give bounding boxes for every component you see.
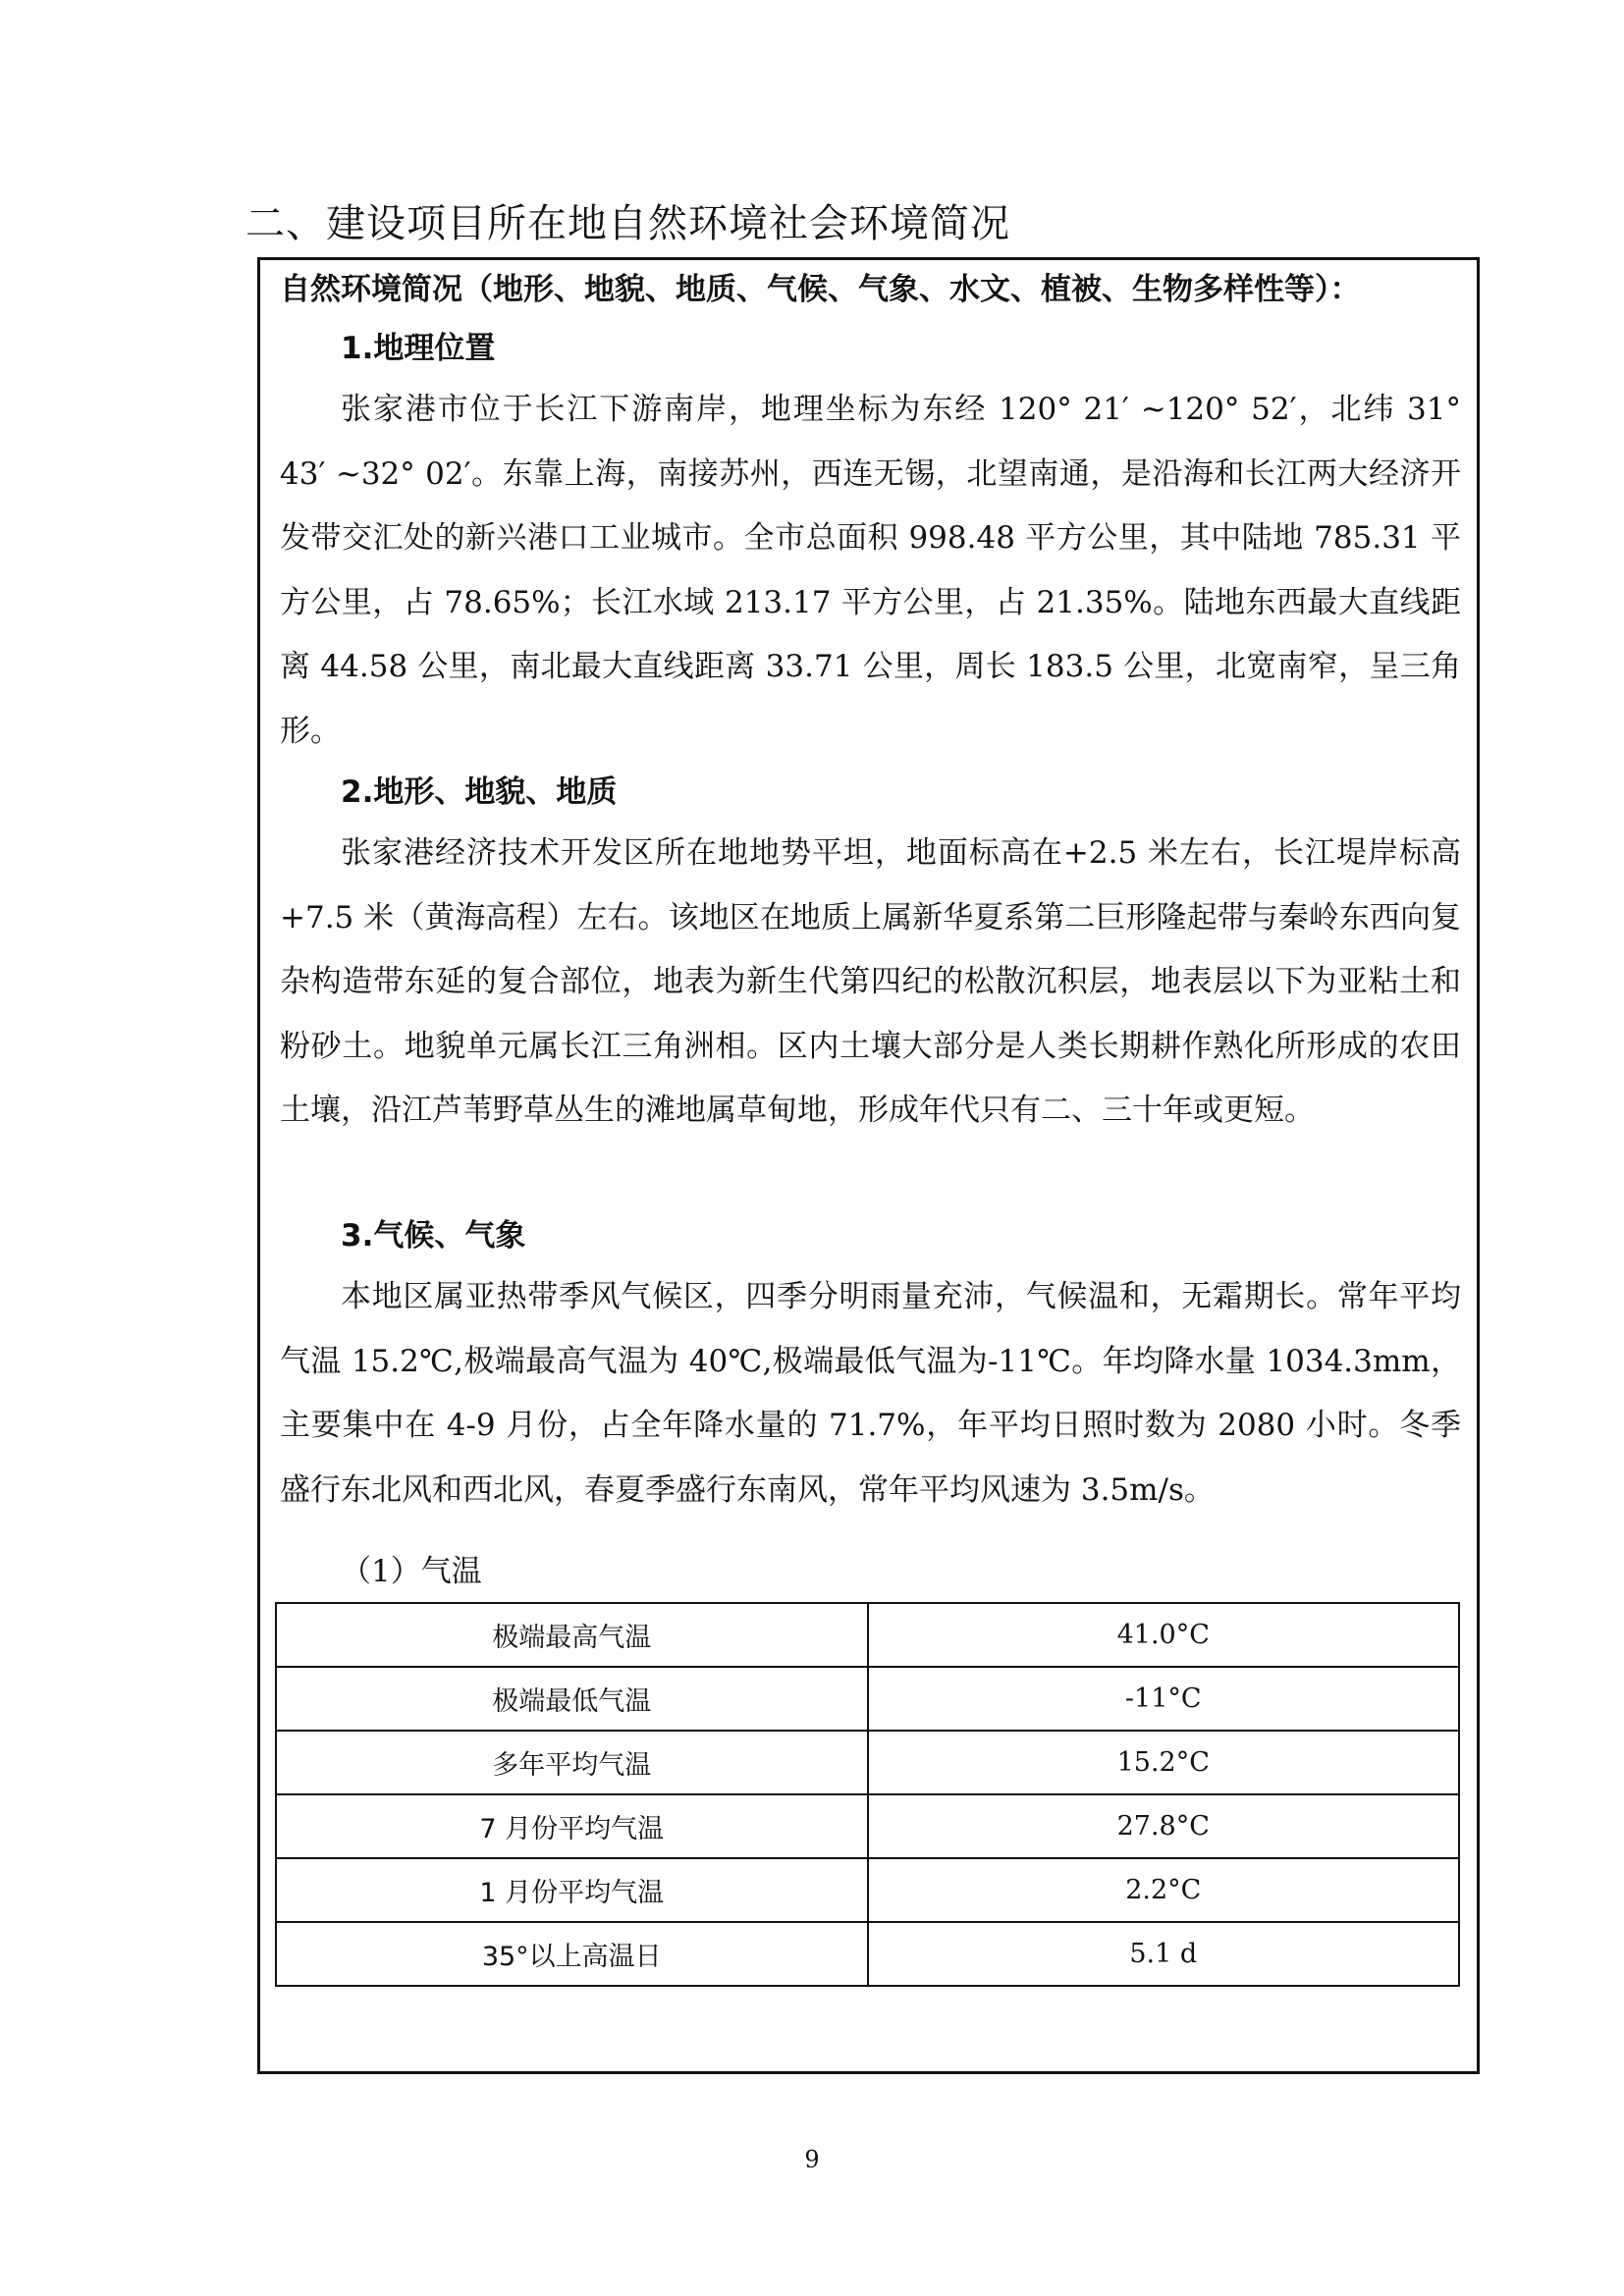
section-climate-weather xyxy=(280,1206,1461,1522)
section-terrain-geology xyxy=(280,763,1461,1144)
section-body: 本地区属亚热带季风气候区，四季分明雨量充沛，气候温和，无霜期长。常年平均气温 15.2℃,极端最高气温为 40℃,极端最低气温为-11℃。年均降水量 1034.3mm，主要集中在 4-9 月份，占全年降水量的 71.7%，年平均日照时数为 2080 小时。冬季盛行东北风和西北风，春夏季盛行东南风，常年平均风速为 3.5m/s。 xyxy=(280,1279,1461,1508)
row-label: 35°以上高温日 xyxy=(276,1922,868,1986)
natural-environment-subtitle: 自然环境简况（地形、地貌、地质、气候、气象、水文、植被、生物多样性等）： xyxy=(280,272,1361,307)
row-value: 5.1 d xyxy=(868,1922,1460,1986)
section-body: 张家港经济技术开发区所在地地势平坦，地面标高在+2.5 米左右，长江堤岸标高+7.5 米（黄海高程）左右。该地区在地质上属新华夏系第二巨形隆起带与秦岭东西向复杂构造带东延的复合部位，地表为新生代第四纪的松散沉积层，地表层以下为亚粘土和粉砂土。地貌单元属长江三角洲相。区内土壤大部分是人类长期耕作熟化所形成的农田土壤，沿江芦苇野草丛生的滩地属草甸地，形成年代只有二、三十年或更短。 xyxy=(280,835,1462,1128)
table-row xyxy=(276,1603,1459,1667)
row-value: 15.2°C xyxy=(868,1731,1460,1794)
table-row xyxy=(276,1731,1459,1794)
section-title: 2.地形、地貌、地质 xyxy=(341,774,618,810)
page-number: 9 xyxy=(804,2146,820,2173)
row-label: 多年平均气温 xyxy=(276,1731,868,1794)
row-label: 7 月份平均气温 xyxy=(276,1794,868,1858)
content-frame xyxy=(257,257,1480,2074)
row-value: 2.2°C xyxy=(868,1858,1460,1922)
row-value: 41.0°C xyxy=(868,1603,1460,1667)
section-heading: 二、建设项目所在地自然环境社会环境简况 xyxy=(245,201,1010,246)
section-body: 张家港市位于长江下游南岸，地理坐标为东经 120° 21′ ~120° 52′，北纬 31° 43′ ~32° 02′。东靠上海，南接苏州，西连无锡，北望南通，是沿海和长江两大经济开发带交汇处的新兴港口工业城市。全市总面积 998.48 平方公里，其中陆地 785.31 平方公里，占 78.65%；长江水域 213.17 平方公里，占 21.35%。陆地东西最大直线距离 44.58 公里，南北最大直线距离 33.71 公里，周长 183.5 公里，北宽南窄，呈三角形。 xyxy=(280,392,1461,749)
table-caption: （1）气温 xyxy=(341,1554,482,1589)
table-row xyxy=(276,1922,1459,1986)
table-row xyxy=(276,1858,1459,1922)
table-row xyxy=(276,1794,1459,1858)
section-title: 3.气候、气象 xyxy=(341,1218,526,1254)
table-row xyxy=(276,1667,1459,1731)
row-value: 27.8°C xyxy=(868,1794,1460,1858)
row-label: 极端最高气温 xyxy=(276,1603,868,1667)
row-label: 1 月份平均气温 xyxy=(276,1858,868,1922)
row-label: 极端最低气温 xyxy=(276,1667,868,1731)
section-geographic-location xyxy=(280,319,1461,764)
section-title: 1.地理位置 xyxy=(341,331,496,366)
temperature-table xyxy=(275,1602,1460,1987)
row-value: -11°C xyxy=(868,1667,1460,1731)
